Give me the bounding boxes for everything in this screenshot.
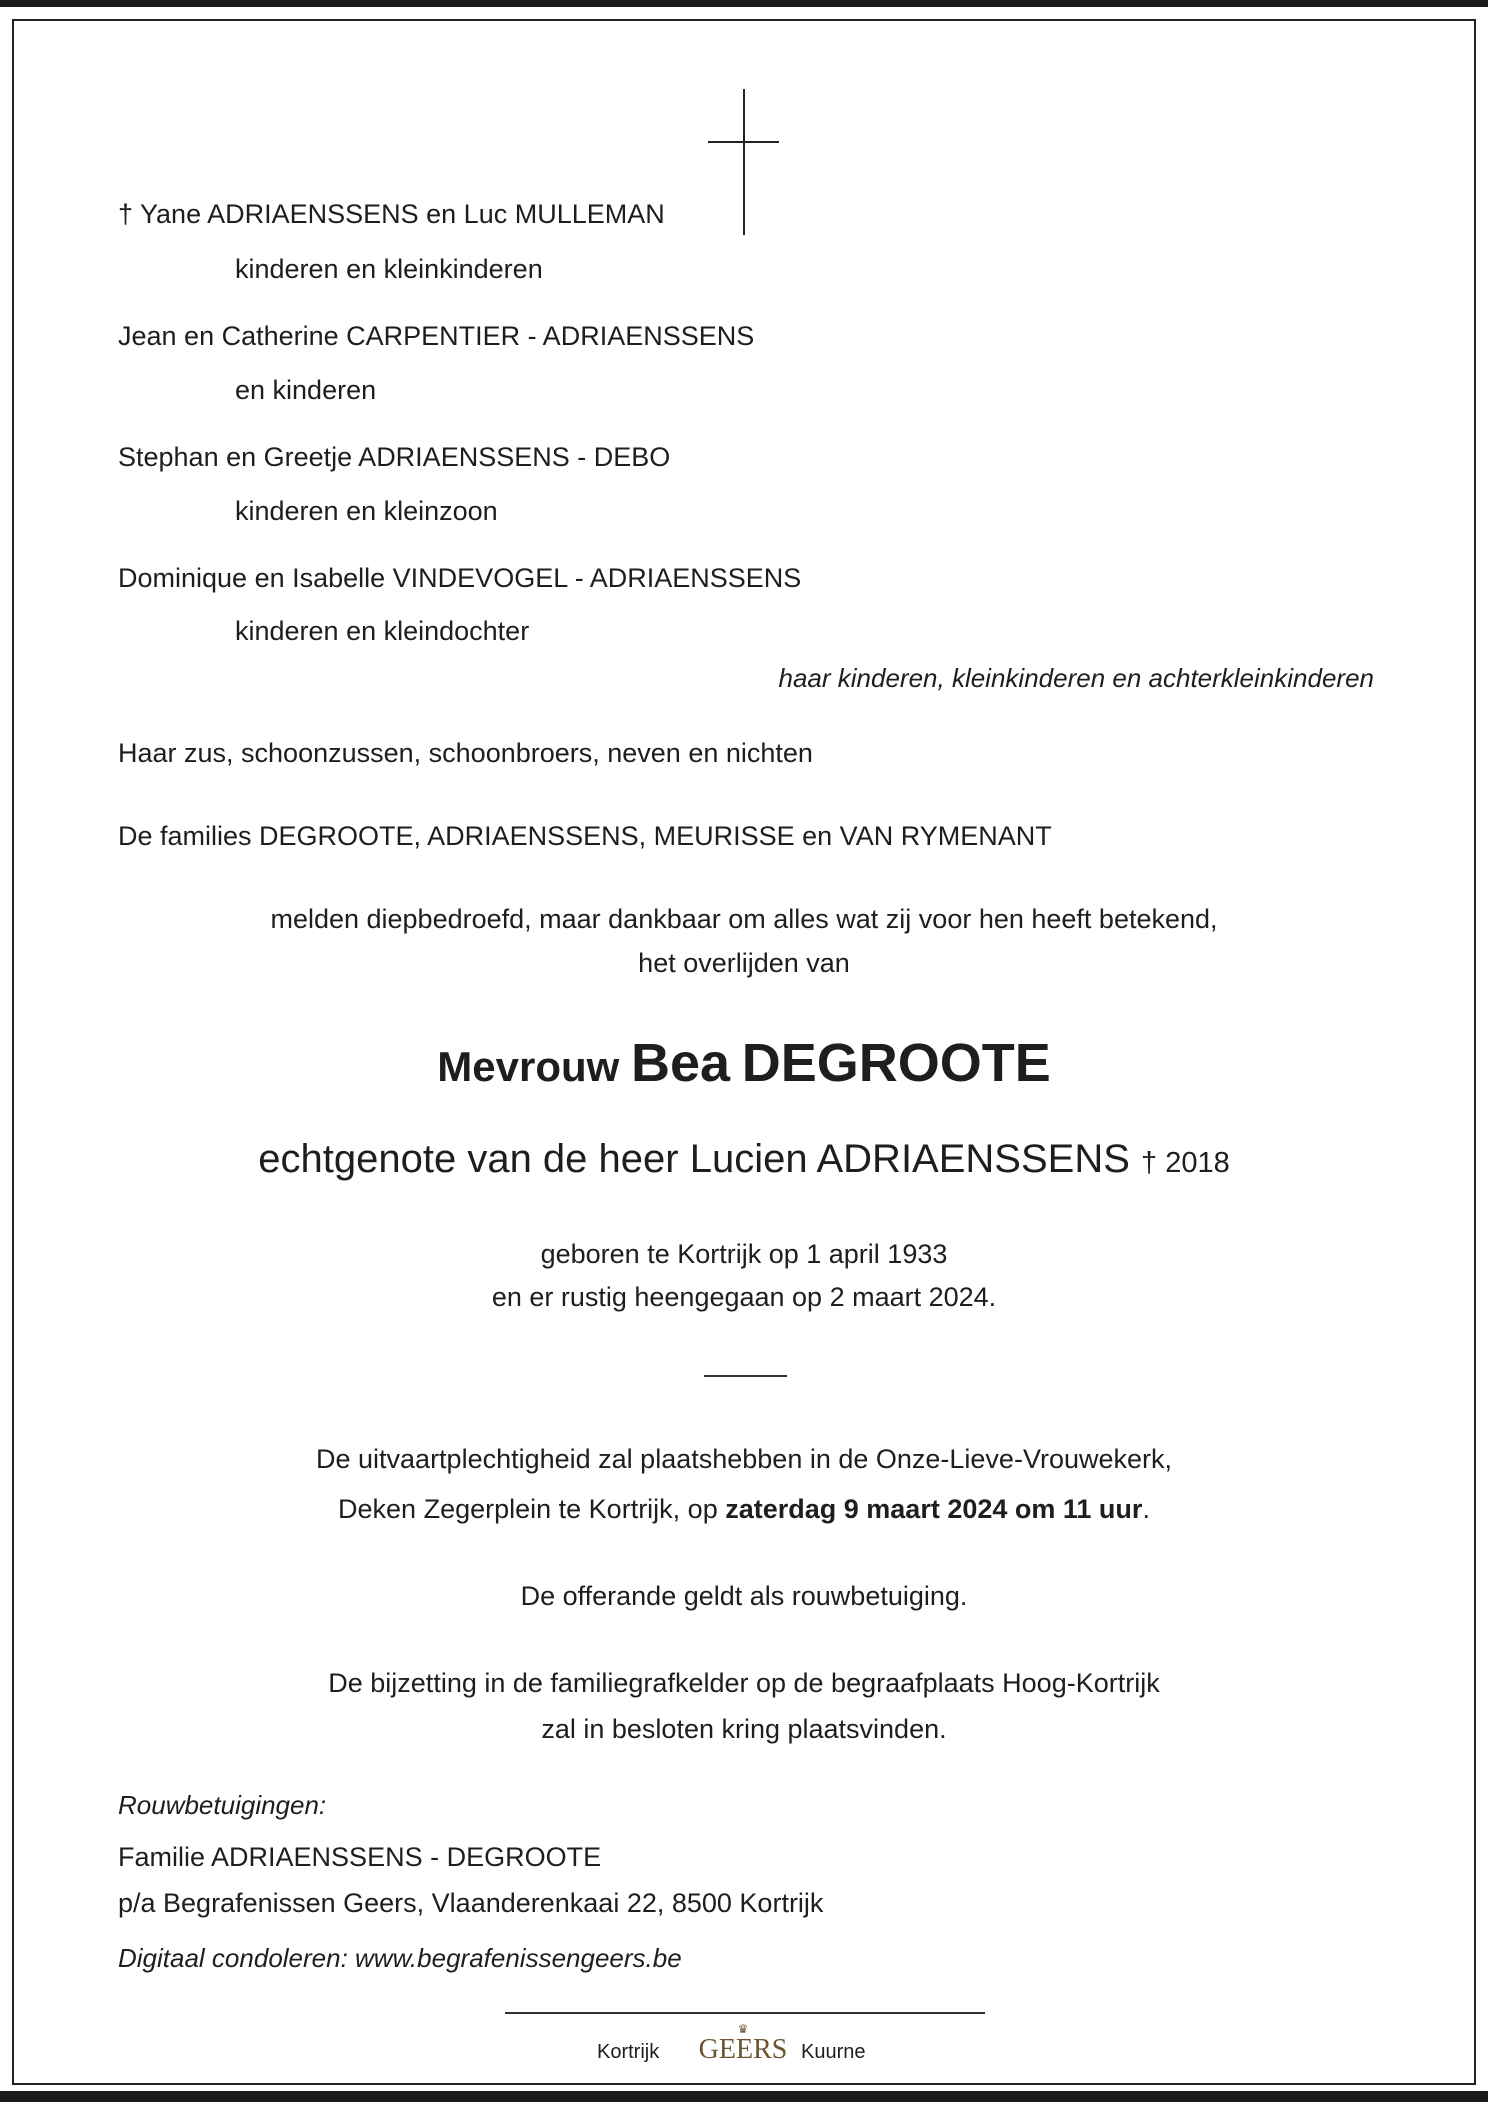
family-sub-2: en kinderen xyxy=(235,375,377,405)
funeral-date: zaterdag 9 maart 2024 om 11 uur xyxy=(725,1494,1143,1524)
geers-logo xyxy=(693,2023,793,2065)
footer-location-left: Kortrijk xyxy=(597,2041,660,2063)
condolences-label: Rouwbetuigingen: xyxy=(118,1790,327,1820)
family-name-4: Dominique en Isabelle VINDEVOGEL - ADRIAENSSENS xyxy=(118,563,802,593)
divider xyxy=(704,1375,787,1377)
crown-icon: ♛ xyxy=(737,2022,749,2036)
deceased-name xyxy=(0,1030,1488,1096)
cross-icon xyxy=(743,89,745,235)
burial-line-1: De bijzetting in de familiegrafkelder op de begraafplaats Hoog-Kortrijk xyxy=(328,1668,1160,1698)
spouse-text: echtgenote van de heer Lucien ADRIAENSSENS xyxy=(258,1137,1130,1181)
died: en er rustig heengegaan op 2 maart 2024. xyxy=(491,1282,997,1312)
condolences-address: p/a Begrafenissen Geers, Vlaanderenkaai 22, 8500 Kortrijk xyxy=(118,1888,824,1918)
footer-location-right: Kuurne xyxy=(801,2041,866,2063)
funeral-line-1: De uitvaartplechtigheid zal plaatshebben in de Onze-Lieve-Vrouwekerk, xyxy=(316,1444,1172,1474)
condolences-name: Familie ADRIAENSSENS - DEGROOTE xyxy=(118,1842,602,1872)
deceased-first-name: Bea xyxy=(630,1033,731,1093)
funeral-line-2 xyxy=(0,1491,1488,1527)
footer-rule xyxy=(505,2012,985,2014)
digital-condolence-link[interactable]: Digitaal condoleren: www.begrafenissengeers.be xyxy=(118,1943,682,1973)
offering: De offerande geldt als rouwbetuiging. xyxy=(520,1581,968,1611)
family-name-3: Stephan en Greetje ADRIAENSSENS - DEBO xyxy=(118,442,671,472)
funeral-period: . xyxy=(1142,1494,1150,1524)
announcement-line-2: het overlijden van xyxy=(638,948,850,978)
cross-icon-bar xyxy=(708,141,779,143)
spouse-death: † 2018 xyxy=(1141,1147,1230,1179)
relatives: Haar zus, schoonzussen, schoonbroers, neven en nichten xyxy=(118,738,813,768)
spouse-line xyxy=(0,1134,1488,1184)
funeral-location: Deken Zegerplein te Kortrijk, op xyxy=(338,1494,726,1524)
burial-line-2: zal in besloten kring plaatsvinden. xyxy=(541,1714,947,1744)
family-name-1: † Yane ADRIAENSSENS en Luc MULLEMAN xyxy=(118,199,665,229)
families: De families DEGROOTE, ADRIAENSSENS, MEURISSE en VAN RYMENANT xyxy=(118,821,1052,851)
deceased-title: Mevrouw xyxy=(437,1043,620,1090)
family-sub-4: kinderen en kleindochter xyxy=(235,616,530,646)
family-sub-3: kinderen en kleinzoon xyxy=(235,496,498,526)
family-summary: haar kinderen, kleinkinderen en achterkleinkinderen xyxy=(778,663,1374,693)
family-name-2: Jean en Catherine CARPENTIER - ADRIAENSSENS xyxy=(118,321,755,351)
announcement-line-1: melden diepbedroefd, maar dankbaar om alles wat zij voor hen heeft betekend, xyxy=(270,904,1218,934)
deceased-last-name: DEGROOTE xyxy=(741,1033,1051,1093)
logo-text: GEERS xyxy=(698,2034,788,2065)
family-sub-1: kinderen en kleinkinderen xyxy=(235,254,543,284)
born: geboren te Kortrijk op 1 april 1933 xyxy=(540,1239,948,1269)
